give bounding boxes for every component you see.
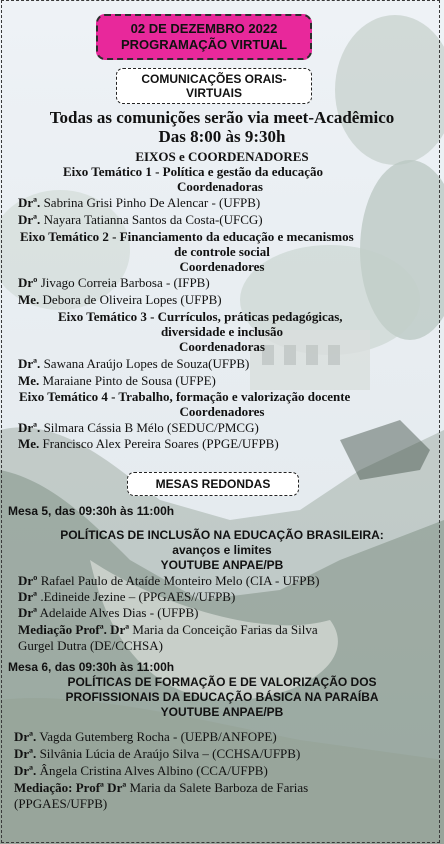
mesas-section-badge: [127, 472, 299, 496]
mesa6-person-3: Drª. Ângela Cristina Alves Albino (CCA/UFPB): [14, 763, 268, 778]
mesa5-time: Mesa 5, das 09:30h às 11:00h: [8, 504, 175, 518]
eixo2-title-line2: de controle social: [174, 244, 270, 259]
eixo1-person-1: Drª. Sabrina Grisi Pinho De Alencar - (UFPB): [18, 195, 261, 210]
mesa5-person-1: Drº Rafael Paulo de Ataíde Monteiro Melo (CIA - UFPB): [18, 573, 320, 588]
mesa6-mediacao: Mediação: Profª Drª Maria da Salete Barboza de Farias: [14, 780, 309, 795]
mesa6-person-1: Drª. Vagda Gutemberg Rocha - (UEPB/ANFOPE): [14, 729, 277, 744]
intro-line1: Todas as comunições serão via meet-Acadêmico: [49, 108, 395, 127]
eixo2-person-1: Drº Jivago Correia Barbosa - (IFPB): [18, 275, 210, 290]
header-subtitle: PROGRAMAÇÃO VIRTUAL: [120, 37, 288, 52]
eixo3-coord-heading: Coordenadoras: [179, 339, 265, 354]
intro-line2: Das 8:00 às 9:30h: [158, 127, 286, 146]
mesas-title: MESAS REDONDAS: [155, 477, 271, 491]
header-date: 02 DE DEZEMBRO 2022: [130, 21, 278, 36]
mesa5-mediacao: Mediação Profª. Drª Maria da Conceição Farias da Silva: [18, 622, 318, 637]
eixo3-person-1: Drª. Sawana Araújo Lopes de Souza(UFPB): [18, 356, 250, 371]
mesa6-mediacao-line2: (PPGAES/UFPB): [14, 796, 108, 811]
eixo4-person-1: Drª. Silmara Cássia B Mélo (SEDUC/PMCG): [18, 420, 259, 435]
eixo4-coord-heading: Coordenadores: [179, 404, 265, 419]
eixo2-title-line1: Eixo Temático 2 - Financiamento da educação e mecanismos: [20, 229, 354, 244]
mesa5-mediacao-line2: Gurgel Dutra (DE/CCHSA): [18, 638, 163, 653]
comunicacoes-title-line1: COMUNICAÇÕES ORAIS-: [141, 72, 287, 86]
mesa5-person-2: Drª .Edineide Jezine – (PPGAES//UFPB): [18, 589, 236, 604]
mesa6-time: Mesa 6, das 09:30h às 11:00h: [8, 660, 175, 674]
mesa6-channel: YOUTUBE ANPAE/PB: [160, 705, 284, 719]
eixo3-title-line2: diversidade e inclusão: [160, 324, 284, 339]
comunicacoes-section-badge: [116, 68, 312, 104]
eixo1-coord-heading: Coordenadoras: [177, 179, 263, 194]
eixo1-title: Eixo Temático 1 - Política e gestão da educação: [63, 164, 323, 179]
mesa6-title-line2: PROFISSIONAIS DA EDUCAÇÃO BÁSICA NA PARAÍBA: [65, 690, 379, 704]
mesa5-title-line2: avanços e limites: [172, 543, 272, 557]
eixo3-title-line1: Eixo Temático 3 - Currículos, práticas pedagógicas,: [58, 309, 343, 324]
mesa6-person-2: Drª. Silvânia Lúcia de Araújo Silva – (CCHSA/UFPB): [14, 746, 301, 761]
eixo3-person-2: Me. Maraiane Pinto de Sousa (UFPE): [18, 373, 216, 388]
date-header-badge: [96, 14, 312, 60]
mesa5-title-line1: POLÍTICAS DE INCLUSÃO NA EDUCAÇÃO BRASILEIRA:: [60, 528, 384, 542]
eixo2-person-2: Me. Debora de Oliveira Lopes (UFPB): [18, 292, 222, 307]
eixo1-person-2: Drª. Nayara Tatianna Santos da Costa-(UFCG): [18, 212, 263, 227]
mesa5-person-3: Drª Adelaide Alves Dias - (UFPB): [18, 605, 199, 620]
mesa5-channel: YOUTUBE ANPAE/PB: [160, 558, 284, 572]
mesa6-title-line1: POLÍTICAS DE FORMAÇÃO E DE VALORIZAÇÃO DOS: [67, 675, 377, 689]
eixos-heading: EIXOS e COORDENADORES: [135, 149, 309, 164]
comunicacoes-title-line2: VIRTUAIS: [185, 86, 242, 100]
eixo4-person-2: Me. Francisco Alex Pereira Soares (PPGE/UFPB): [18, 436, 279, 451]
eixo2-coord-heading: Coordenadores: [179, 259, 265, 274]
eixo4-title: Eixo Temático 4 - Trabalho, formação e valorização docente: [19, 389, 351, 404]
